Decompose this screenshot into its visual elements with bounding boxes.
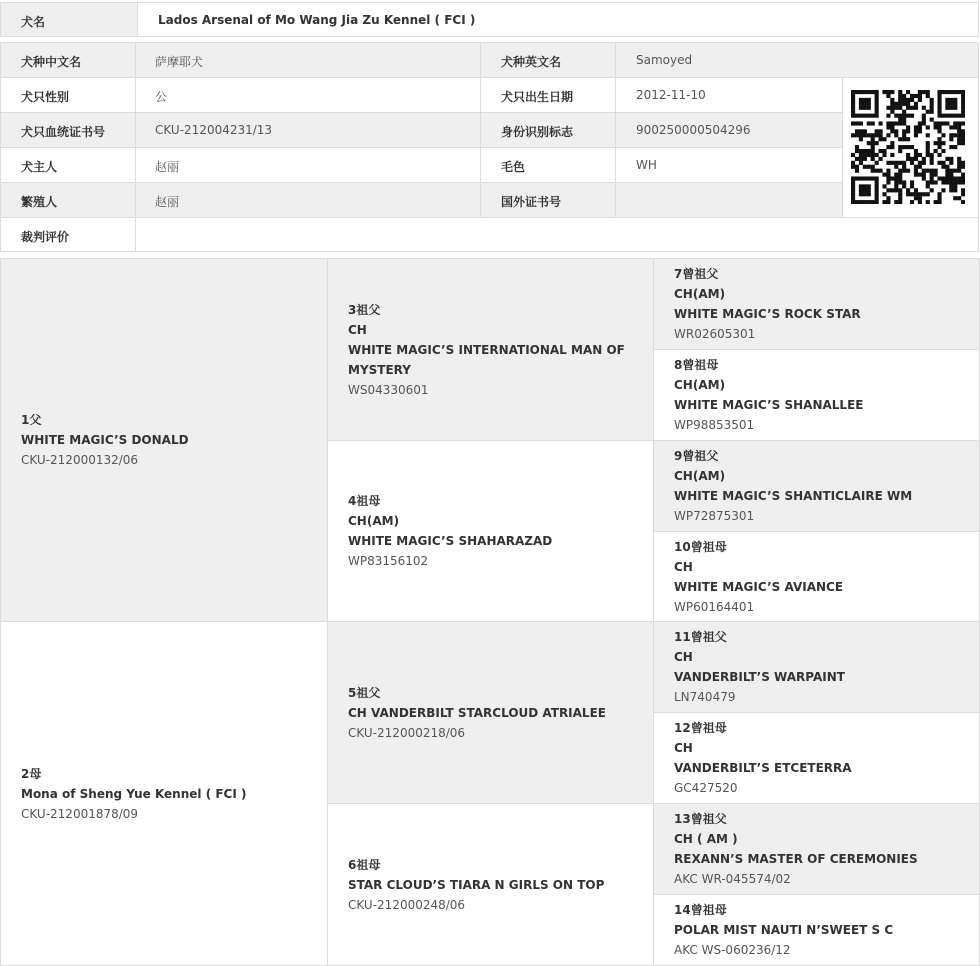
judge-label-cell bbox=[0, 217, 136, 252]
great-grandparent-title: CH ( AM ) bbox=[674, 832, 738, 846]
color-value-cell bbox=[615, 147, 843, 183]
great-grandparent-name: WHITE MAGIC’S SHANTICLAIRE WM bbox=[674, 489, 913, 503]
name-value-cell bbox=[137, 2, 979, 37]
grandparent-reg: CKU-212000248/06 bbox=[348, 897, 466, 912]
great-grandparent-reg: WP98853501 bbox=[674, 418, 755, 432]
great-grandparent-title: CH(AM) bbox=[674, 287, 726, 301]
pedigree-great-grandparent-10 bbox=[653, 531, 980, 622]
breed-cn-label-cell bbox=[0, 42, 136, 78]
grandparent-reg: CKU-212000218/06 bbox=[348, 725, 466, 740]
great-grandparent-reg: WP60164401 bbox=[674, 599, 755, 614]
judge-label: 裁判评价 bbox=[21, 230, 70, 244]
great-grandparent-name: WHITE MAGIC’S ROCK STAR bbox=[674, 307, 861, 321]
color-label: 毛色 bbox=[501, 160, 526, 174]
foreign-cert-label-cell bbox=[480, 182, 616, 218]
parent-role: 2母 bbox=[21, 766, 42, 781]
pedigree-great-grandparent-13 bbox=[653, 803, 980, 895]
great-grandparent-reg: WP72875301 bbox=[674, 509, 755, 523]
birth-value-cell bbox=[615, 77, 843, 113]
qr-code-cell bbox=[842, 77, 979, 218]
breed-cn-label: 犬种中文名 bbox=[21, 55, 82, 69]
foreign-cert-value-cell bbox=[615, 182, 843, 218]
dog-name: Lados Arsenal of Mo Wang Jia Zu Kennel ( FCI ) bbox=[158, 13, 476, 27]
great-grandparent-reg: AKC WS-060236/12 bbox=[674, 943, 791, 957]
name-label: 犬名 bbox=[21, 15, 46, 29]
grandparent-name: STAR CLOUD’S TIARA N GIRLS ON TOP bbox=[348, 877, 605, 892]
owner-label: 犬主人 bbox=[21, 160, 58, 174]
pedigree-great-grandparent-14 bbox=[653, 894, 980, 966]
sex-label-cell bbox=[0, 77, 136, 113]
parent-reg: CKU-212001878/09 bbox=[21, 806, 139, 821]
name-label-cell bbox=[0, 2, 138, 37]
owner-value-cell bbox=[135, 147, 481, 183]
pedigree-grandparent-4 bbox=[327, 440, 654, 622]
grandparent-role: 3祖父 bbox=[348, 302, 381, 317]
pedigree-parent-2 bbox=[0, 621, 328, 966]
pedigree-grandparent-3 bbox=[327, 258, 654, 441]
qr-code-icon bbox=[851, 90, 965, 204]
pedigree-grandparent-5 bbox=[327, 621, 654, 804]
pedigree-great-grandparent-9 bbox=[653, 440, 980, 532]
sex-value: 公 bbox=[155, 90, 168, 104]
judge-value-cell bbox=[135, 217, 979, 252]
great-grandparent-name: WHITE MAGIC’S SHANALLEE bbox=[674, 398, 864, 412]
pedigree-great-grandparent-7 bbox=[653, 258, 980, 350]
great-grandparent-role: 7曾祖父 bbox=[674, 267, 719, 281]
great-grandparent-title: CH bbox=[674, 741, 693, 755]
grandparent-name: CH VANDERBILT STARCLOUD ATRIALEE bbox=[348, 705, 606, 720]
great-grandparent-role: 14曾祖母 bbox=[674, 903, 727, 917]
great-grandparent-title: CH bbox=[674, 650, 693, 664]
owner-value: 赵丽 bbox=[155, 160, 180, 174]
great-grandparent-name: VANDERBILT’S WARPAINT bbox=[674, 670, 845, 684]
great-grandparent-role: 8曾祖母 bbox=[674, 358, 719, 372]
pedigree-great-grandparent-12 bbox=[653, 712, 980, 804]
great-grandparent-reg: WR02605301 bbox=[674, 327, 756, 341]
pedigree-cert-value-cell bbox=[135, 112, 481, 148]
great-grandparent-name: WHITE MAGIC’S AVIANCE bbox=[674, 579, 844, 594]
breed-en-value: Samoyed bbox=[636, 53, 693, 67]
grandparent-name: WHITE MAGIC’S SHAHARAZAD bbox=[348, 534, 553, 548]
breeder-label: 繁殖人 bbox=[21, 195, 58, 209]
birth-label-cell bbox=[480, 77, 616, 113]
pedigree-cert-label: 犬只血统证书号 bbox=[21, 125, 106, 139]
grandparent-role: 5祖父 bbox=[348, 685, 381, 700]
great-grandparent-reg: AKC WR-045574/02 bbox=[674, 872, 791, 886]
great-grandparent-title: CH bbox=[674, 559, 693, 574]
great-grandparent-role: 9曾祖父 bbox=[674, 449, 719, 463]
breeder-label-cell bbox=[0, 182, 136, 218]
parent-role: 1父 bbox=[21, 413, 42, 427]
parent-reg: CKU-212000132/06 bbox=[21, 453, 139, 467]
grandparent-reg: WS04330601 bbox=[348, 382, 429, 397]
great-grandparent-title: CH(AM) bbox=[674, 378, 726, 392]
color-label-cell bbox=[480, 147, 616, 183]
grandparent-reg: WP83156102 bbox=[348, 554, 429, 568]
great-grandparent-reg: GC427520 bbox=[674, 781, 738, 795]
id-mark-label-cell bbox=[480, 112, 616, 148]
id-mark-value-cell bbox=[615, 112, 843, 148]
grandparent-name: WHITE MAGIC’S INTERNATIONAL MAN OF bbox=[348, 342, 625, 357]
great-grandparent-title: CH(AM) bbox=[674, 469, 726, 483]
breed-en-label-cell bbox=[480, 42, 616, 78]
pedigree-great-grandparent-11 bbox=[653, 621, 980, 713]
pedigree-grandparent-6 bbox=[327, 803, 654, 966]
great-grandparent-role: 12曾祖母 bbox=[674, 721, 727, 735]
great-grandparent-role: 11曾祖父 bbox=[674, 630, 727, 644]
sex-value-cell bbox=[135, 77, 481, 113]
color-value: WH bbox=[636, 158, 657, 172]
breed-en-value-cell bbox=[615, 42, 979, 78]
birth-value: 2012-11-10 bbox=[636, 88, 706, 102]
id-mark-label: 身份识别标志 bbox=[501, 125, 574, 139]
id-mark-value: 900250000504296 bbox=[636, 123, 751, 137]
great-grandparent-name: VANDERBILT’S ETCETERRA bbox=[674, 761, 852, 775]
sex-label: 犬只性别 bbox=[21, 90, 70, 104]
great-grandparent-role: 10曾祖母 bbox=[674, 539, 727, 554]
pedigree-great-grandparent-8 bbox=[653, 349, 980, 441]
breed-en-label: 犬种英文名 bbox=[501, 55, 562, 69]
grandparent-title: CH(AM) bbox=[348, 514, 400, 528]
pedigree-cert-value: CKU-212004231/13 bbox=[155, 123, 273, 137]
foreign-cert-label: 国外证书号 bbox=[501, 195, 562, 209]
breed-cn-value: 萨摩耶犬 bbox=[155, 55, 204, 69]
pedigree-parent-1 bbox=[0, 258, 328, 622]
great-grandparent-reg: LN740479 bbox=[674, 690, 736, 704]
grandparent-role: 4祖母 bbox=[348, 494, 381, 508]
great-grandparent-role: 13曾祖父 bbox=[674, 812, 727, 826]
great-grandparent-name: REXANN’S MASTER OF CEREMONIES bbox=[674, 852, 918, 866]
great-grandparent-name: POLAR MIST NAUTI N’SWEET S C bbox=[674, 923, 894, 937]
breeder-value: 赵丽 bbox=[155, 195, 180, 209]
parent-name: Mona of Sheng Yue Kennel ( FCI ) bbox=[21, 786, 247, 801]
birth-label: 犬只出生日期 bbox=[501, 90, 574, 104]
parent-name: WHITE MAGIC’S DONALD bbox=[21, 433, 189, 447]
breeder-value-cell bbox=[135, 182, 481, 218]
grandparent-name-cont: MYSTERY bbox=[348, 362, 411, 377]
breed-cn-value-cell bbox=[135, 42, 481, 78]
pedigree-cert-label-cell bbox=[0, 112, 136, 148]
grandparent-title: CH bbox=[348, 322, 367, 337]
owner-label-cell bbox=[0, 147, 136, 183]
grandparent-role: 6祖母 bbox=[348, 857, 381, 872]
